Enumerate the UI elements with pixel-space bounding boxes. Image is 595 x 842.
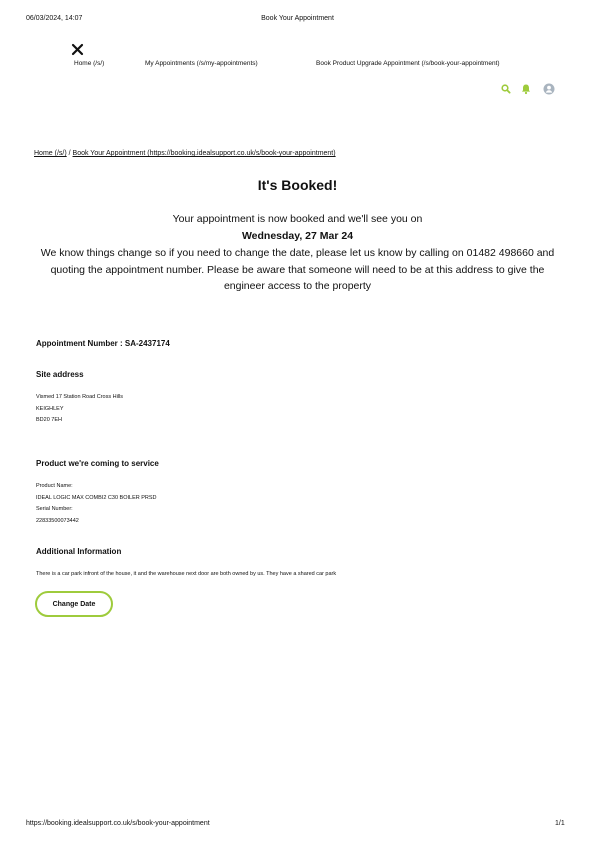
breadcrumb-home[interactable]: Home (/s/) <box>34 150 67 157</box>
close-icon[interactable] <box>71 43 84 56</box>
breadcrumb <box>34 150 336 157</box>
nav-my-appointments[interactable]: My Appointments (/s/my-appointments) <box>145 60 258 67</box>
appointment-number: Appointment Number : SA-2437174 <box>36 339 170 348</box>
print-page-title: Book Your Appointment <box>261 15 334 22</box>
change-date-message: We know things change so if you need to change the date, please let us know by calling on 01482 498660 and quoting the appointment number. Please be aware that someone will need to be at this address to give the engineer access to the property <box>40 247 555 292</box>
bell-icon[interactable] <box>520 82 532 94</box>
address-line: Vismed 17 Station Road Cross Hills <box>36 394 124 400</box>
site-address <box>36 392 123 427</box>
change-date-button[interactable]: Change Date <box>35 591 113 617</box>
page-number: 1/1 <box>555 820 565 827</box>
product-name-value: IDEAL LOGIC MAX COMBI2 C30 BOILER PRSD <box>36 494 157 501</box>
print-footer-url: https://booking.idealsupport.co.uk/s/book-your-appointment <box>26 820 210 827</box>
user-icon[interactable] <box>543 82 555 94</box>
serial-number-value: 22833500073442 <box>36 517 79 524</box>
confirmation-text: Your appointment is now booked and we'll see you on <box>172 213 423 225</box>
address-line: BD20 7EH <box>36 417 62 423</box>
nav-book-product-upgrade[interactable]: Book Product Upgrade Appointment (/s/book-your-appointment) <box>316 60 500 67</box>
product-details <box>36 481 157 527</box>
additional-info-text: There is a car park infront of the house, it and the warehouse next door are both owned by us. They have a shared car park <box>36 571 337 577</box>
serial-number-label: Serial Number: <box>36 506 73 512</box>
page-heading: It's Booked! <box>257 177 338 193</box>
product-heading: Product we're coming to service <box>36 459 159 468</box>
appointment-date: Wednesday, 27 Mar 24 <box>241 230 354 242</box>
search-icon[interactable] <box>500 82 512 94</box>
product-name-label: Product Name: <box>36 483 73 489</box>
site-address-heading: Site address <box>36 370 84 379</box>
breadcrumb-separator: / <box>68 150 71 157</box>
print-datetime: 06/03/2024, 14:07 <box>26 15 83 22</box>
breadcrumb-current[interactable]: Book Your Appointment (https://booking.idealsupport.co.uk/s/book-your-appointment) <box>72 150 336 157</box>
additional-info-heading: Additional Information <box>36 547 122 556</box>
address-line: KEIGHLEY <box>36 405 64 412</box>
nav-home[interactable]: Home (/s/) <box>74 60 105 67</box>
